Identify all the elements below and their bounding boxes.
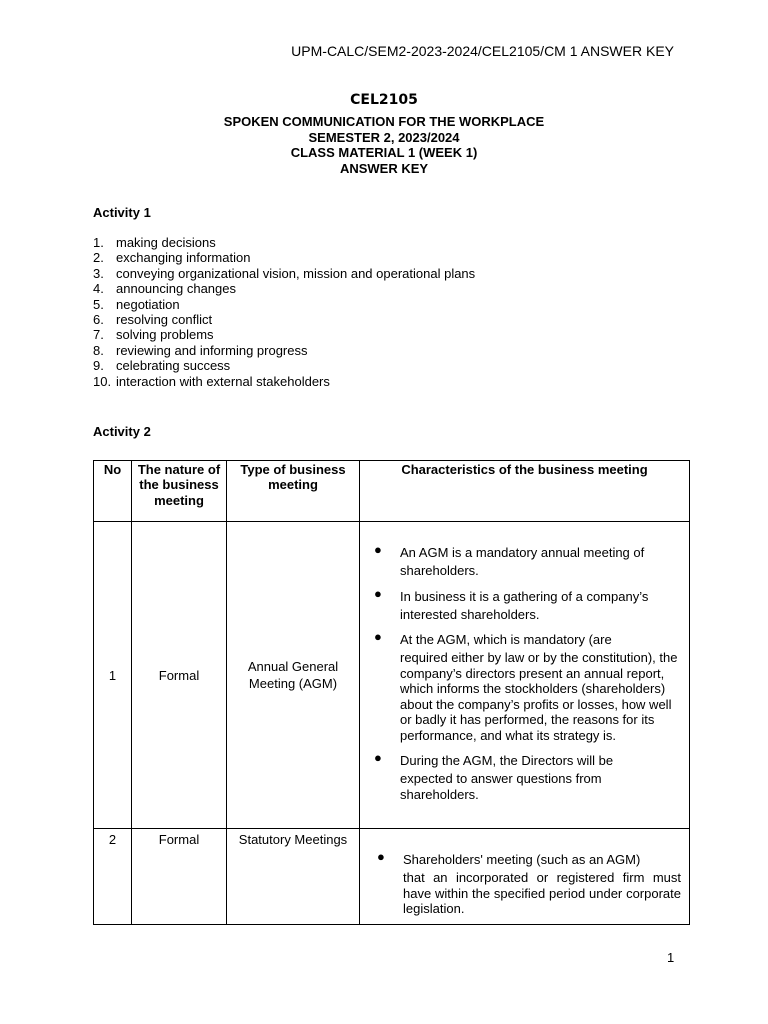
list-item-text: making decisions — [116, 235, 216, 250]
list-item — [93, 374, 475, 389]
title-line-course-name: SPOKEN COMMUNICATION FOR THE WORKPLACE — [223, 114, 545, 129]
characteristics-list — [360, 849, 689, 917]
column-header-type: Type of business meeting — [227, 461, 360, 522]
bullet-text-rest: interested shareholders. — [400, 606, 540, 622]
list-item-number: 5. — [93, 296, 104, 312]
list-item-number: 7. — [93, 327, 104, 343]
bullet-text-first: During the AGM, the Directors will be — [400, 753, 614, 768]
list-item — [93, 297, 475, 312]
cell-type: Annual General Meeting (AGM) — [227, 522, 360, 829]
list-item-text: exchanging information — [116, 250, 251, 266]
bullet-text-first: In business it is a gathering of a company’s — [400, 588, 649, 604]
list-item — [93, 281, 475, 296]
list-item-number: 10. — [93, 373, 112, 389]
course-code: CEL2105 — [350, 92, 418, 108]
column-header-no: No — [94, 461, 132, 522]
cell-type: Statutory Meetings — [227, 829, 360, 925]
bullet-icon: ● — [377, 849, 385, 864]
document-title — [0, 114, 768, 176]
list-item-text: interaction with external stakeholders — [116, 373, 330, 389]
list-item-number: 6. — [93, 312, 104, 328]
list-item-number: 2. — [93, 250, 104, 266]
cell-no: 2 — [94, 829, 132, 925]
bullet-text-first: At the AGM, which is mandatory (are — [400, 632, 612, 647]
list-item-number: 9. — [93, 358, 104, 374]
bullet-text-rest: required either by law or by the constitution), the company’s directors present an annual report, which informs the stockholders (shareholders) about the company’s profits or losses, how well or badly it has performed, the reasons for its performance, and what its strategy is. — [400, 650, 678, 743]
list-item-text: conveying organizational vision, mission and operational plans — [116, 265, 476, 281]
table-row — [94, 522, 690, 829]
title-line-class-material: CLASS MATERIAL 1 (WEEK 1) — [290, 145, 478, 160]
cell-nature: Formal — [132, 829, 227, 925]
list-item — [363, 849, 681, 917]
list-item — [93, 235, 475, 250]
bullet-text-first: Shareholders' meeting (such as an AGM) — [403, 852, 641, 867]
page-number: 1 — [667, 950, 675, 965]
list-item — [93, 312, 475, 327]
bullet-icon: ● — [374, 750, 382, 765]
list-item-text: negotiation — [116, 296, 180, 312]
cell-nature: Formal — [132, 522, 227, 829]
title-line-answer-key: ANSWER KEY — [339, 160, 429, 176]
list-item-text: solving problems — [116, 327, 214, 343]
bullet-text-rest: expected to answer questions from shareholders. — [400, 771, 602, 802]
cell-no: 1 — [94, 522, 132, 829]
bullet-icon: ● — [374, 585, 382, 601]
list-item-number: 3. — [93, 265, 104, 281]
list-item — [93, 250, 475, 265]
list-item — [93, 343, 475, 358]
bullet-icon: ● — [374, 542, 382, 557]
list-item-number: 4. — [93, 281, 104, 297]
list-item — [360, 586, 681, 623]
table-row — [94, 829, 690, 925]
list-item — [360, 629, 681, 743]
bullet-icon: ● — [374, 629, 382, 644]
table-header-row — [94, 461, 690, 522]
list-item — [360, 750, 681, 802]
activity2-heading: Activity 2 — [93, 424, 151, 439]
list-item-text: celebrating success — [116, 358, 231, 374]
list-item — [93, 327, 475, 342]
list-item-text: resolving conflict — [116, 312, 213, 328]
cell-characteristics — [360, 522, 690, 829]
list-item-text: reviewing and informing progress — [116, 342, 308, 358]
title-line-semester: SEMESTER 2, 2023/2024 — [308, 129, 460, 145]
column-header-characteristics: Characteristics of the business meeting — [360, 461, 690, 522]
cell-characteristics — [360, 829, 690, 925]
document-reference: UPM-CALC/SEM2-2023-2024/CEL2105/CM 1 ANSWER KEY — [291, 43, 674, 59]
list-item — [93, 266, 475, 281]
column-header-nature: The nature of the business meeting — [132, 461, 227, 522]
characteristics-list — [360, 542, 689, 802]
list-item-text: announcing changes — [116, 281, 236, 297]
bullet-text-rest: that an incorporated or registered firm must have within the specified period under corporate legislation. — [403, 870, 681, 916]
list-item-number: 1. — [93, 235, 104, 250]
list-item-number: 8. — [93, 342, 104, 358]
bullet-text-first: An AGM is a mandatory annual meeting of — [400, 545, 645, 560]
activity1-list — [93, 235, 475, 389]
list-item — [93, 358, 475, 373]
business-meeting-table — [93, 460, 690, 925]
list-item — [360, 542, 681, 579]
activity1-heading: Activity 1 — [93, 205, 151, 220]
bullet-text-rest: shareholders. — [400, 563, 479, 578]
